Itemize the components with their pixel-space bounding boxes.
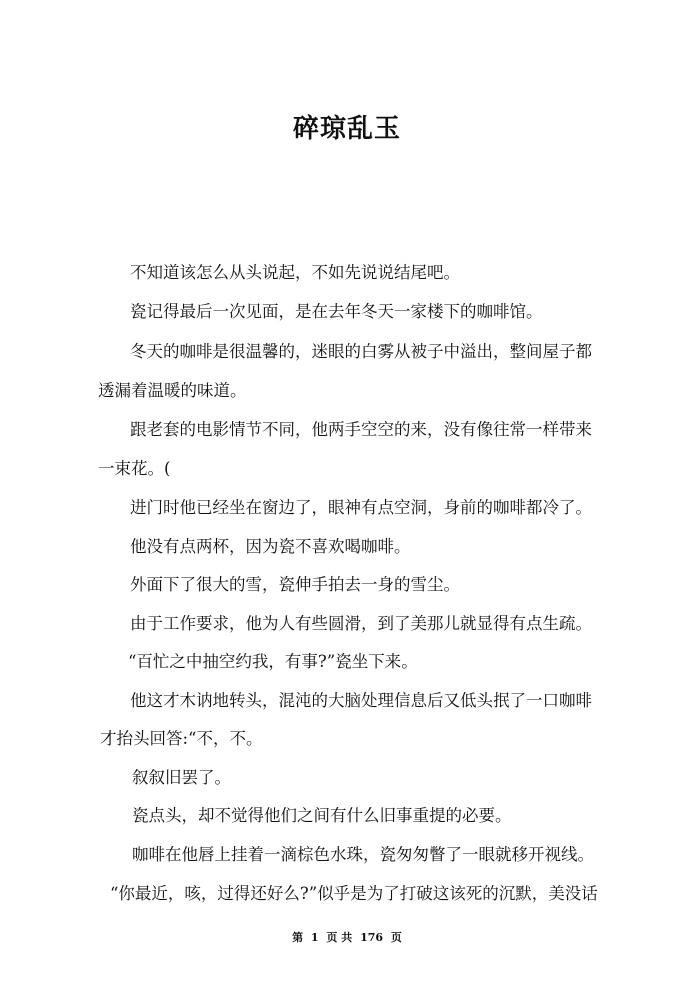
page-footer: [0, 929, 694, 945]
page-title: 碎琼乱玉: [292, 114, 401, 144]
text-line: 由于工作要求，他为人有些圆滑，到了美那儿就显得有点生疏。: [130, 614, 592, 633]
text-line: 才抬头回答:“不，不。: [100, 729, 263, 748]
text-line: 叙叙旧罢了。: [132, 768, 231, 787]
text-line: 一束花。(: [98, 459, 171, 478]
text-line: 瓷记得最后一次见面，是在去年冬天一家楼下的咖啡馆。: [130, 302, 543, 321]
text-line: “你最近，咳，过得还好么?”似乎是为了打破这该死的沉默，美没话: [110, 884, 598, 903]
text-line: 冬天的咖啡是很温馨的，迷眼的白雾从被子中溢出，整间屋子都: [130, 342, 592, 361]
footer-mid: 页 共: [326, 931, 353, 944]
text-line: 进门时他已经坐在窗边了，眼神有点空洞，身前的咖啡都冷了。: [130, 498, 592, 517]
text-line: 他这才木讷地转头，混沌的大脑处理信息后又低头抿了一口咖啡: [130, 691, 592, 710]
text-line: 跟老套的电影情节不同，他两手空空的来，没有像往常一样带来: [130, 420, 592, 439]
text-line: 外面下了很大的雪，瓷伸手拍去一身的雪尘。: [130, 575, 460, 594]
text-line: 他没有点两杯，因为瓷不喜欢喝咖啡。: [130, 537, 411, 556]
footer-prefix: 第: [292, 931, 304, 944]
total-pages: 176: [360, 931, 384, 944]
text-line: “百忙之中抽空约我，有事?”瓷坐下来。: [128, 652, 418, 671]
footer-suffix: 页: [390, 931, 402, 944]
text-line: 不知道该怎么从头说起，不如先说说结尾吧。: [130, 263, 460, 282]
page-number: 1: [310, 931, 319, 944]
text-line: 透漏着温暖的味道。: [98, 381, 247, 400]
text-line: 咖啡在他唇上挂着一滴棕色水珠，瓷匆匆瞥了一眼就移开视线。: [132, 845, 594, 864]
text-line: 瓷点头，却不觉得他们之间有什么旧事重提的必要。: [132, 806, 512, 825]
